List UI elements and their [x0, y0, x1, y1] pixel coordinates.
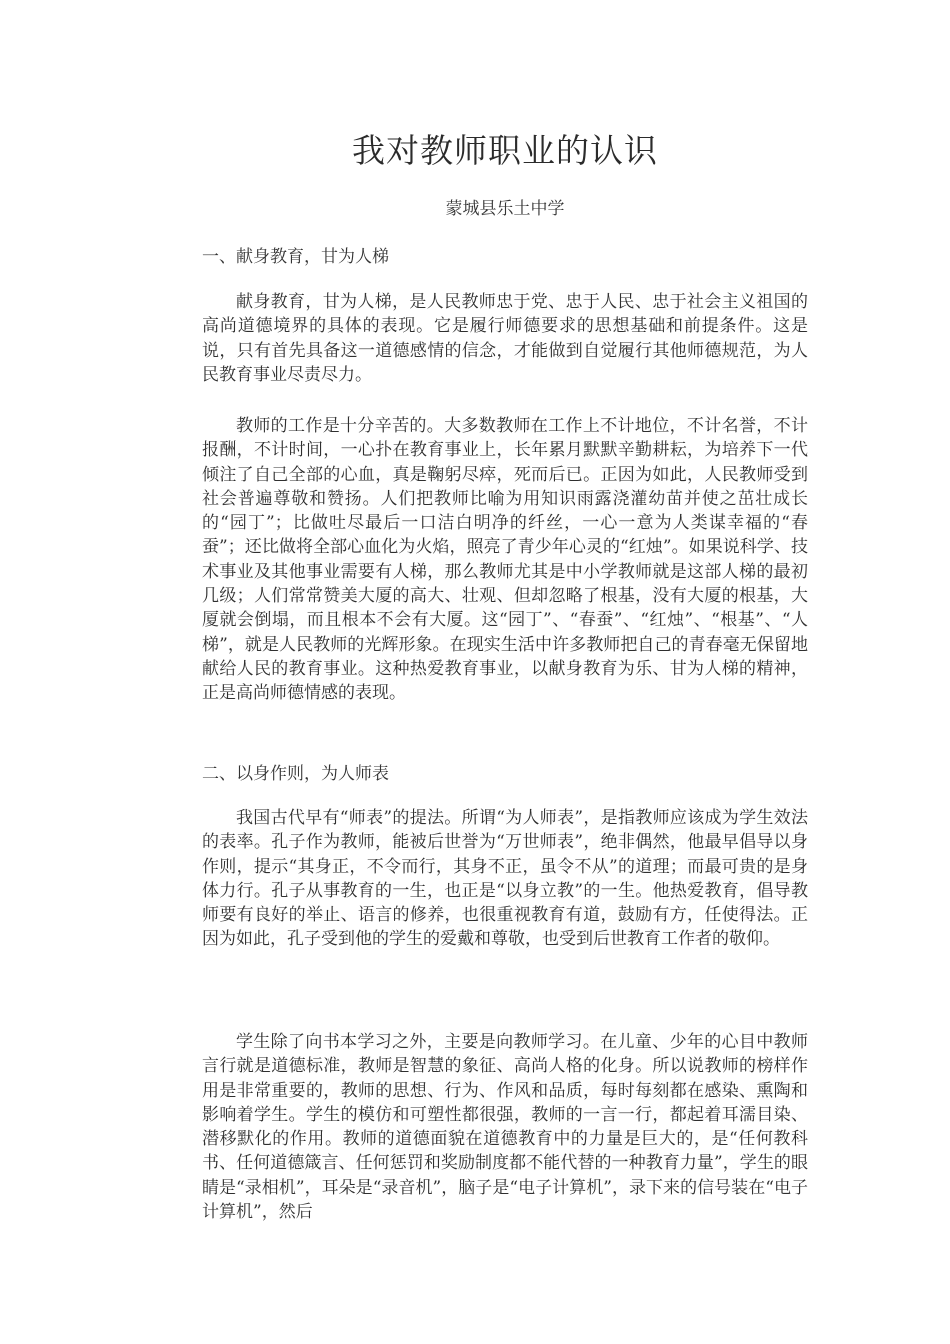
document-author: 蒙城县乐土中学	[445, 199, 565, 219]
paragraph: 学生除了向书本学习之外，主要是向教师学习。在儿童、少年的心目中教师言行就是道德标准，教师是智慧的象征、高尚人格的化身。所以说教师的榜样作用是非常重要的，教师的思想、行为、作风和品质，每时每刻都在感染、熏陶和影响着学生。学生的模仿和可塑性都很强，教师的一言一行，都起着耳濡目染、潜移默化的作用。教师的道德面貌在道德教育中的力量是巨大的，是“任何教科书、任何道德箴言、任何惩罚和奖励制度都不能代替的一种教育力量”，学生的眼睛是“录相机”，耳朵是“录音机”，脑子是“电子计算机”，录下来的信号装在“电子计算机”，然后	[202, 1032, 808, 1223]
section-heading-1: 一、献身教育，甘为人梯	[202, 247, 389, 267]
paragraph: 教师的工作是十分辛苦的。大多数教师在工作上不计地位，不计名誉，不计报酬，不计时间，一心扑在教育事业上，长年累月默默辛勤耕耘，为培养下一代倾注了自己全部的心血，真是鞠躬尽瘁，死而后已。正因为如此，人民教师受到社会普遍尊敬和赞扬。人们把教师比喻为用知识雨露浇灌幼苗并使之茁壮成长的“园丁”；比做吐尽最后一口洁白明净的纤丝，一心一意为人类谋幸福的“春蚕”；还比做将全部心血化为火焰，照亮了青少年心灵的“红烛”。如果说科学、技术事业及其他事业需要有人梯，那么教师尤其是中小学教师就是这部人梯的最初几级；人们常常赞美大厦的高大、壮观、但却忽略了根基，没有大厦的根基，大厦就会倒塌，而且根本不会有大厦。这“园丁”、“春蚕”、“红烛”、“根基”、“人梯”，就是人民教师的光辉形象。在现实生活中许多教师把自己的青春毫无保留地献给人民的教育事业。这种热爱教育事业，以献身教育为乐、甘为人梯的精神，正是高尚师德情感的表现。	[202, 416, 808, 704]
paragraph: 我国古代早有“师表”的提法。所谓“为人师表”，是指教师应该成为学生效法的表率。孔子作为教师，能被后世誉为“万世师表”，绝非偶然，他最早倡导以身作则，提示“其身正，不令而行，其身不正，虽令不从”的道理；而最可贵的是身体力行。孔子从事教育的一生，也正是“以身立教”的一生。他热爱教育，倡导教师要有良好的举止、语言的修养，也很重视教育有道，鼓励有方，任使得法。正因为如此，孔子受到他的学生的爱戴和尊敬，也受到后世教育工作者的敬仰。	[202, 808, 808, 950]
document-title: 我对教师职业的认识	[352, 131, 658, 170]
paragraph: 献身教育，甘为人梯，是人民教师忠于党、忠于人民、忠于社会主义祖国的高尚道德境界的具体的表现。它是履行师德要求的思想基础和前提条件。这是说，只有首先具备这一道德感情的信念，才能做到自觉履行其他师德规范，为人民教育事业尽责尽力。	[202, 292, 808, 385]
section-heading-2: 二、以身作则，为人师表	[202, 764, 389, 784]
